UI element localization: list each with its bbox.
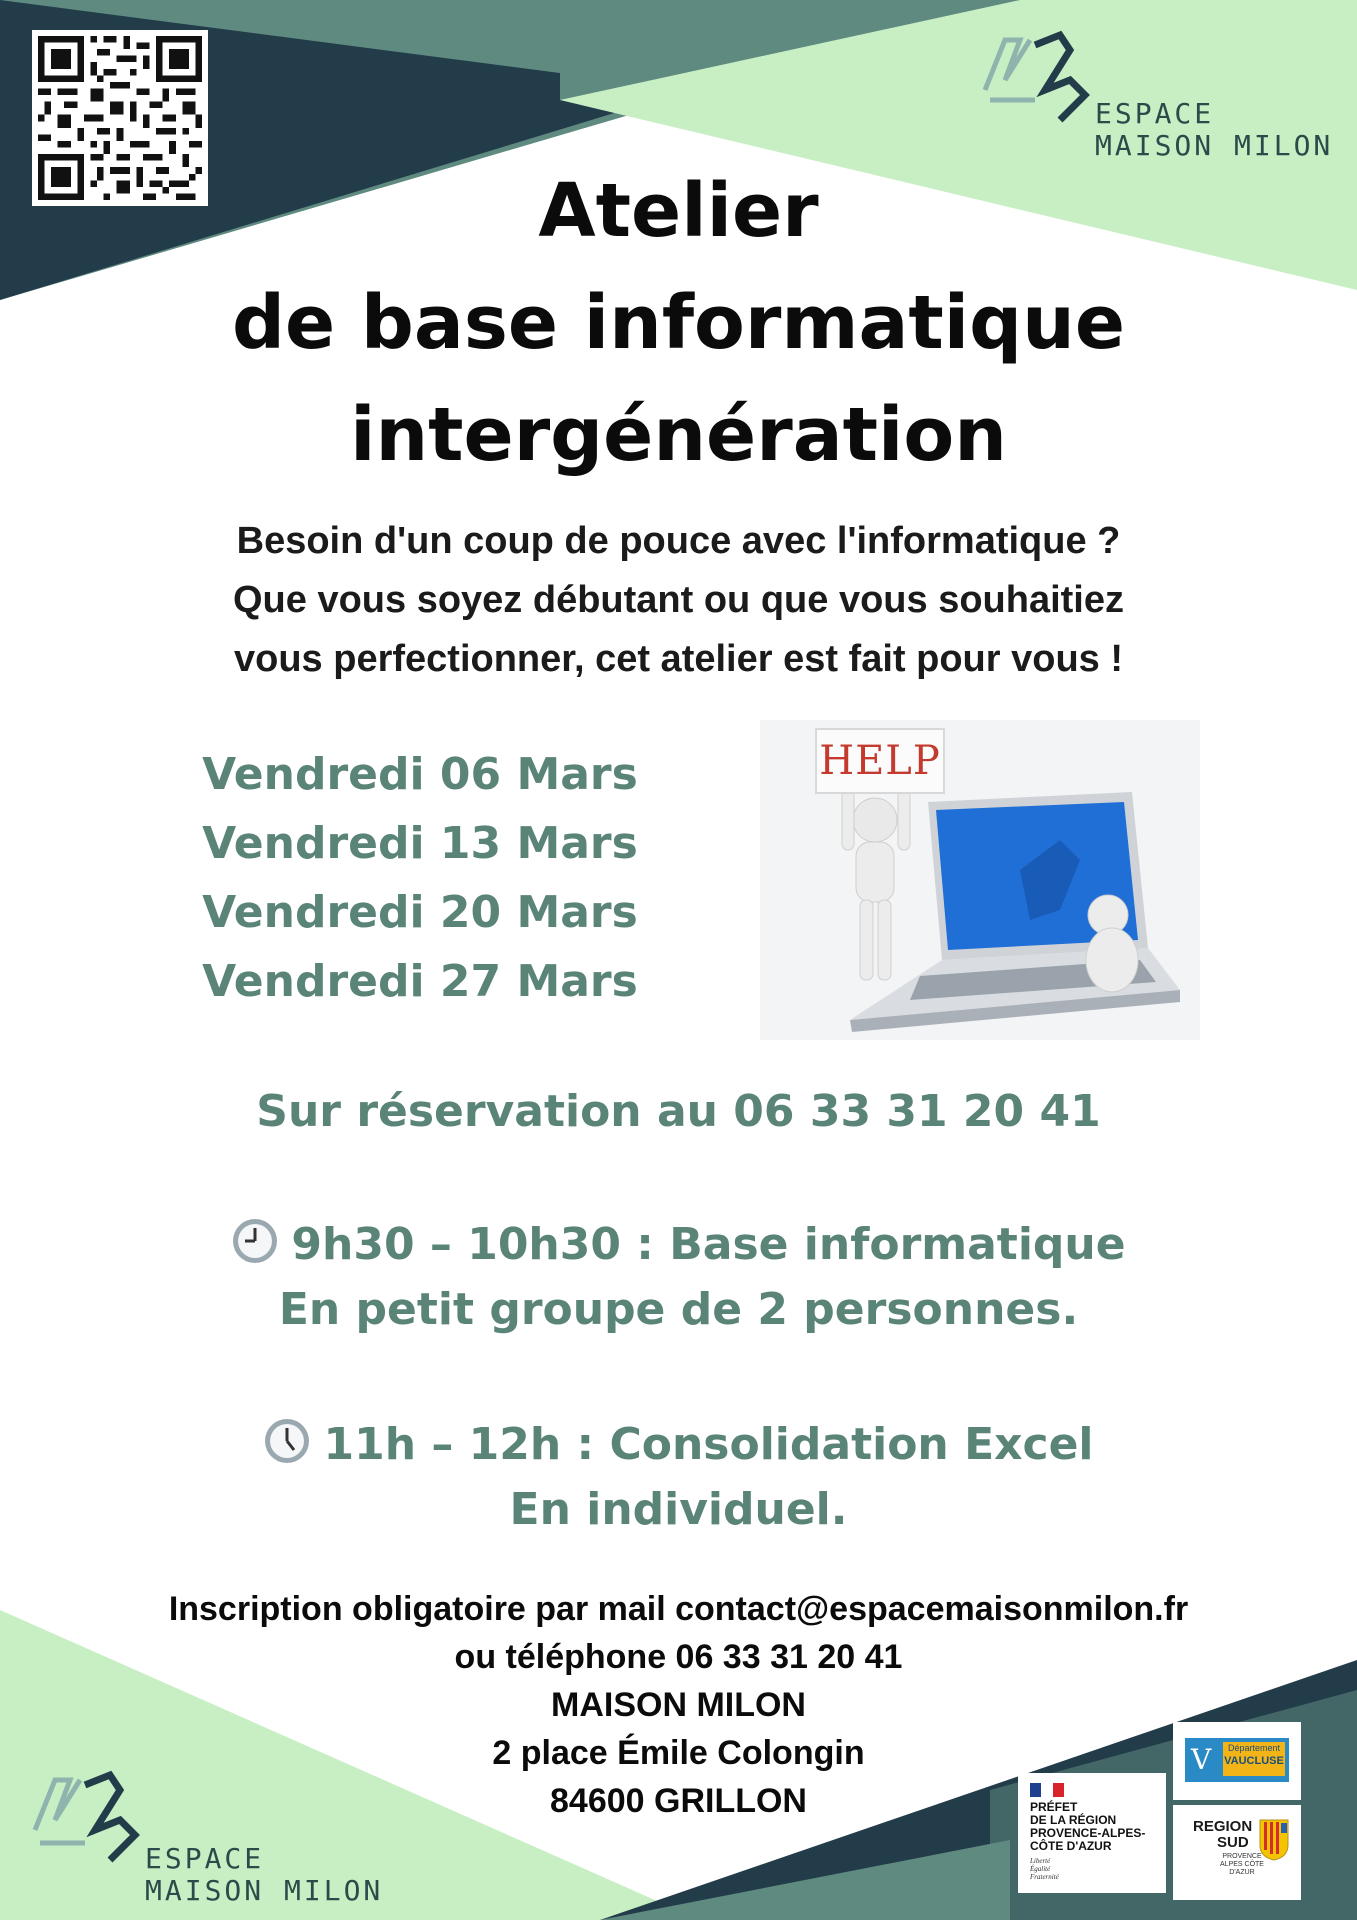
footer-address-street: 2 place Émile Colongin (492, 1734, 865, 1772)
title-line-3: intergénération (350, 392, 1007, 478)
prefet-motto-2: Égalité (1030, 1865, 1051, 1873)
session-1 (0, 1212, 1357, 1342)
logo-line-1: ESPACE (1095, 97, 1215, 130)
prefet-motto-3: Fraternité (1030, 1873, 1059, 1881)
session-1-title-row (0, 1212, 1357, 1277)
date-item: Vendredi 13 Mars (202, 818, 638, 869)
date-item: Vendredi 27 Mars (202, 956, 638, 1007)
espace-maison-milon-logo-footer (25, 1755, 385, 1915)
espace-maison-milon-logo (975, 20, 1335, 170)
clock-icon (231, 1217, 279, 1265)
intro-line-2: Que vous soyez débutant ou que vous souhaitiez (232, 579, 1124, 621)
date-item: Vendredi 06 Mars (202, 749, 638, 800)
partner-prefet-logo (1018, 1773, 1166, 1893)
logo-line-1: ESPACE (145, 1842, 265, 1875)
clock-icon (263, 1417, 311, 1465)
prefet-motto-1: Liberté (1030, 1857, 1051, 1865)
vaucluse-tag (1223, 1742, 1285, 1776)
region-line-2: SUD (1217, 1834, 1249, 1851)
page-title (0, 155, 1357, 491)
session-2-title-row (0, 1412, 1357, 1477)
intro-text (0, 512, 1357, 689)
session-2-title: 11h – 12h : Consolidation Excel (323, 1419, 1094, 1470)
prefet-line-4: CÔTE D'AZUR (1030, 1839, 1112, 1853)
date-item: Vendredi 20 Mars (202, 887, 638, 938)
session-1-title: 9h30 – 10h30 : Base informatique (291, 1219, 1126, 1270)
vaucluse-v-icon: V (1191, 1743, 1212, 1776)
prefet-line-3: PROVENCE-ALPES- (1030, 1826, 1146, 1840)
vaucluse-small-label: Département (1227, 1743, 1281, 1753)
session-2 (0, 1412, 1357, 1542)
logo-text (145, 1843, 383, 1907)
logo-line-2: MAISON MILON (145, 1874, 384, 1907)
vaucluse-badge (1185, 1738, 1289, 1782)
prefet-line-1: PRÉFET (1030, 1800, 1078, 1814)
logo-mark-icon (975, 20, 1105, 130)
intro-line-1: Besoin d'un coup de pouce avec l'informatique ? (236, 520, 1121, 562)
logo-line-2: MAISON MILON (1095, 129, 1334, 162)
partner-vaucluse-logo (1173, 1722, 1301, 1800)
session-1-detail: En petit groupe de 2 personnes. (278, 1284, 1079, 1335)
region-line-3: PROVENCE ALPES CÔTE D'AZUR (1220, 1853, 1264, 1876)
title-line-2: de base informatique (231, 280, 1126, 366)
title-line-1: Atelier (538, 168, 819, 254)
region-line-1: REGION (1193, 1818, 1253, 1835)
prefet-line-2: DE LA RÉGION (1030, 1813, 1117, 1827)
logo-text (1095, 98, 1333, 162)
partner-region-sud-logo (1173, 1805, 1301, 1900)
footer-venue-name: MAISON MILON (551, 1686, 806, 1724)
footer-registration-line[interactable]: Inscription obligatoire par mail contact@espacemaisonmilon.fr (168, 1590, 1189, 1628)
intro-line-3: vous perfectionner, cet atelier est fait pour vous ! (233, 638, 1123, 680)
help-sign (815, 728, 945, 794)
reservation-line: Sur réservation au 06 33 31 20 41 (256, 1086, 1101, 1137)
french-flag-icon (1030, 1783, 1064, 1797)
session-2-detail: En individuel. (509, 1484, 848, 1535)
footer-phone-line[interactable]: ou téléphone 06 33 31 20 41 (454, 1638, 903, 1676)
dates-list (180, 740, 660, 1016)
laptop-help-illustration (760, 720, 1200, 1040)
logo-mark-icon (25, 1755, 155, 1875)
region-shield-icon (1259, 1819, 1289, 1861)
help-sign-text: HELP (819, 738, 941, 784)
vaucluse-name: VAUCLUSE (1224, 1755, 1284, 1767)
prefet-motto (1030, 1857, 1154, 1881)
footer-address-city: 84600 GRILLON (550, 1782, 807, 1820)
